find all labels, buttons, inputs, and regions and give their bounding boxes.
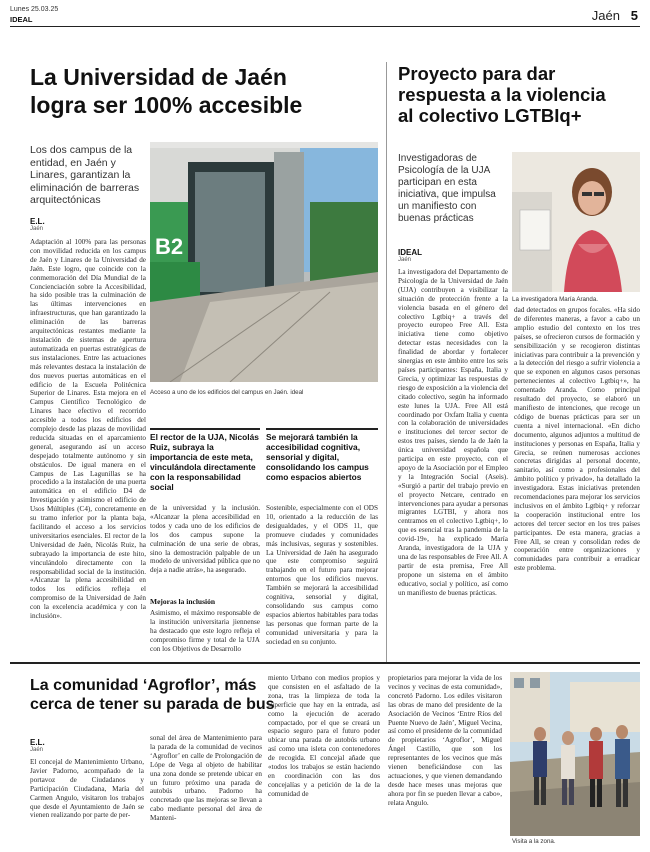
page-number: 5	[630, 8, 638, 23]
agroflor-col2: sonal del área de Mantenimiento para la parada de la comunidad de vecinos ‘Agroflor’ en calle de Prolongación de Lópe de Vega al objeto de habilitar una zona donde se pretende ubicar en un futuro próximo una parada de autobús urbano. Padorno ha concretado que las mejoras se llevan a cabo mediante personal del área de Manteni-	[150, 734, 262, 823]
lgtbi-photo-caption: La investigadora María Aranda.	[512, 296, 598, 303]
section-name: Jaén	[591, 8, 620, 23]
agroflor-photo	[510, 672, 640, 836]
main-subtitle: Los dos campus de la entidad, en Jaén y Linares, garantizan la eliminación de barreras arquitectónicas	[30, 144, 140, 206]
side1-subhead: Mejoras la inclusión	[150, 598, 215, 606]
lgtbi-headline-line1: Proyecto para dar	[398, 63, 556, 84]
agroflor-location: Jaén	[30, 747, 44, 753]
lgtbi-headline-line3: al colectivo LGTBIq+	[398, 105, 582, 126]
lgtbi-subtitle: Investigadoras de Psicología de la UJA participan en esta iniciativa, que impulsa un manifiesto con buenas prácticas	[398, 153, 496, 224]
page-date: Lunes 25.03.25	[10, 6, 59, 13]
main-body: Adaptación al 100% para las personas con movilidad reducida en los campus de Jaén y Linares de la Universidad de Jaén. Este logro, que coincide con la conmemoración del Día Mundial de la Concienciación sobre la Accesibilidad, ha sido posible tras la culminación de las últimas intervenciones en infraestructuras, que han garantizado la eliminación de las barreras arquitectónicas restantes mediante la instalación de sistemas de apertura automatizada en puertas estratégicas de sus instalaciones. Entre las actuaciones más relevantes destaca la instalación de dos nuevos puertas automáticas en el edificio de la Escuela Politécnica Superior de Linares. Esta mejora en el Campus Científico Tecnológico de Linares hace efectivo el recorrido accesible a todos los edificios del complejo desde las plazas de movilidad reducida situadas en el aparcamiento general, asegurando así un acceso despejado totalmente autónomo y sin obstáculos. De igual manera en el Campus de Las Lagunillas se ha procedido a la instalación de una puerta automática en el edificio D4 de Investigación y asimismo el edificio de Usos Múltiples (C4), concretamente en su tramo inferior por la planta baja, facilitando el acceso a los servicios universitarios esenciales. El rector de la Universidad de Jaén, Nicolás Ruiz, ha subrayado la importancia de este hito, vinculándolo directamente con la responsabilidad social de la institución. «Alcanzar la plena accesibilidad en todos los edificios refleja el compromiso de la Universidad de Jaén con la excelencia académica y con la inclusión».	[30, 238, 146, 621]
agroflor-headline-line2: cerca de tener su parada de bus	[30, 696, 275, 713]
paper-name: IDEAL	[10, 15, 33, 24]
agroflor-headline-line1: La comunidad ‘Agroflor’, más	[30, 677, 257, 694]
side2-body: Sostenible, especialmente con el ODS 10, orientado a la reducción de las desigualdades, y el ODS 11, que promueve ciudades y comunidades más inclusivas, seguras y sostenibles. La Universidad de Jaén ha asegurado que este compromiso seguirá trabajando en el futuro para mejorar entornos que los edificios nuevos. También se mejorará la accesibilidad cognitiva, sensorial y digital, consolidando sus campus como espacios abiertos habitables para todas las personas que forman parte de la comunidad universitaria y para la sociedad en su conjunto.	[266, 504, 378, 646]
side1-body2: Asimismo, el máximo responsable de la institución universitaria jiennense ha destacado que este logro refleja el compromiso firme y total de la UJA con los Objetivos de Desarrollo	[150, 609, 260, 653]
lgtbi-photo	[512, 152, 640, 292]
bottom-section-rule	[10, 662, 640, 664]
side1-rule	[150, 428, 260, 430]
main-location: Jaén	[30, 226, 44, 232]
side1-body1: de la universidad y la inclusión. «Alcanzar la plena accesibilidad en todos y cada uno de los edificios de los dos campus supone la culminación de una serie de obras, sino la demostración palpable de un modelo de universidad pública que no deja a nadie atrás», ha asegurado.	[150, 504, 260, 575]
building-entrance-image	[150, 142, 378, 382]
side2-rule	[266, 428, 378, 430]
building-sign: B2	[155, 234, 184, 259]
agroflor-photo-caption: Visita a la zona.	[512, 838, 556, 845]
lgtbi-col1: La investigadora del Departamento de Psicología de la Universidad de Jaén (UJA) contribuyen a visibilizar la situación de protección frente a la violencia basada en el género del colectivo Lgtbiq+ a través del proyecto europeo Free All. Esta iniciativa tiene como objetivo detectar estas necesidades con la finalidad de abordar y fortalecer sinergias en este ámbito entre los seis países participantes: España, Italia y Grecia, y optimizar las respuestas de riesgo de exposición a la violencia del citado colectivo, según ha informado este lunes la UJA. Free All está coordinado por Oxfam Italia y cuenta con la colaboración de universidades e instituciones del tercer sector de estos tres países, siendo la de Jaén la única universidad española que participa en este proyecto, con el apoyo de la Asociación por el Empleo y la Integración Social (Aseis). «Surgió a partir del trabajo previo en el proyecto Netcare, centrado en intervenciones para ayudar a personas migrantes LGTBI, y ahora nos centramos en el colectivo Lgtbiq+, lo que es esencial tras la pandemia de la covid-19», ha explicado María Aranda, investigadora de la UJA y una de las responsables de Free All. A partir de esta premisa, Free All propone un sistema en el ámbito educativo, social y político, así como un manifiesto de buenas prácticas.	[398, 268, 508, 597]
main-photo-caption: Acceso a uno de los edificios del campus en Jaén. ideal	[150, 389, 304, 396]
agroflor-col3: miento Urbano con medios propios y que consisten en el asfaltado de la zona, tras la limpieza de toda la superficie que hay en la entrada, así como la ejecución de acerado compactado, por el que se creará un espacio seguro para el futuro poder ubicar una parada de autobús urbano así como una isleta con contenedores de recogida. El concejal añade que «todos los trabajos se están haciendo en coordinación con las dos concejalías y a petición de la de la comunidad de	[268, 674, 380, 798]
side2-heading: Se mejorará también la accesibilidad cognitiva, sensorial y digital, consolidando los campus como espacios abiertos	[266, 432, 369, 482]
main-headline	[30, 63, 390, 119]
lgtbi-headline	[398, 63, 643, 126]
lgtbi-headline-line2: respuesta a la violencia	[398, 84, 606, 105]
main-author: E.L.	[30, 217, 45, 226]
main-photo	[150, 142, 378, 382]
site-visit-image	[510, 672, 640, 836]
main-headline-line1: La Universidad de Jaén	[30, 64, 287, 90]
lgtbi-location: Jaén	[398, 257, 412, 263]
column-divider	[386, 62, 387, 662]
agroflor-author: E.L.	[30, 738, 45, 747]
main-headline-line2: logra ser 100% accesible	[30, 92, 303, 118]
agroflor-col4: propietarios para mejorar la vida de los vecinos y vecinas de esta comunidad», concretó Padorno. Los ediles visitaron las obras de mano del presidente de la Asociación de Vecinos ‘Entre Ríos del Puente Nuevo de Jaén’, Miguel Vecina, así como el presidente de la comunidad de propietarios ‘Agroflor’, Miguel Ángel Castillo, que son los representantes de los vecinos que más vienen beneficiándose con las actuaciones, y que vienen demandando desde hace meses unas mejoras que ahora por fin se pueden llevar a cabo», relata Angulo.	[388, 674, 502, 807]
header-rule	[10, 26, 640, 27]
lgtbi-col2: dad detectados en grupos focales. «Ha sido de diferentes maneras, a favor a cabo un amplio estudio del contexto en los tres países, se ofrecieron cursos de formación y sensibilización y se recogieron distintas iniciativas para contribuir a la prevención y a la detección del riesgo a sufrir violencia a que se exponen en algunos casos personas pertenecientes al colectivo Lgtbiq+», ha comentado Aranda. Como principal resultado del proyecto, se elaboró un manifiesto de intenciones, que recoge un código de buenas prácticas para ser un cuenta a nivel internacional. «En dicho documento, algunos adjuntos a multitud de instituciones y personas en España, Italia y Grecia, se reúnen numerosas acciones concretas dirigidas al personal docente, sanitario, así como a profesionales del ámbito político y privado», ha detallado la investigadora. Estas iniciativas pretenden recomendaciones para mejorar los servicios inclusivos en el ámbito Lgtbiq+ y reforzar la cooperación institucional entre los actores del tercer sector en los tres países participantes. De esta manera, gracias a Free All, se crean y consolidan redes de cooperación entre organizaciones y comunidades para contribuir a erradicar este problema.	[514, 306, 640, 573]
side1-heading: El rector de la UJA, Nicolás Ruiz, subraya la importancia de este meta, vinculándola directamente con la responsabilidad social	[150, 432, 259, 492]
agroflor-col1: El concejal de Mantenimiento Urbano, Javier Padorno, acompañado de la portavoz de Ciudadanos y Participación Ciudadana, María del Carmen Angulo, visitaron los trabajos que desde el Ayuntamiento de Jaén se vienen realizando por parte de per-	[30, 758, 144, 820]
lgtbi-author: IDEAL	[398, 248, 422, 257]
researcher-portrait-image	[512, 152, 640, 292]
